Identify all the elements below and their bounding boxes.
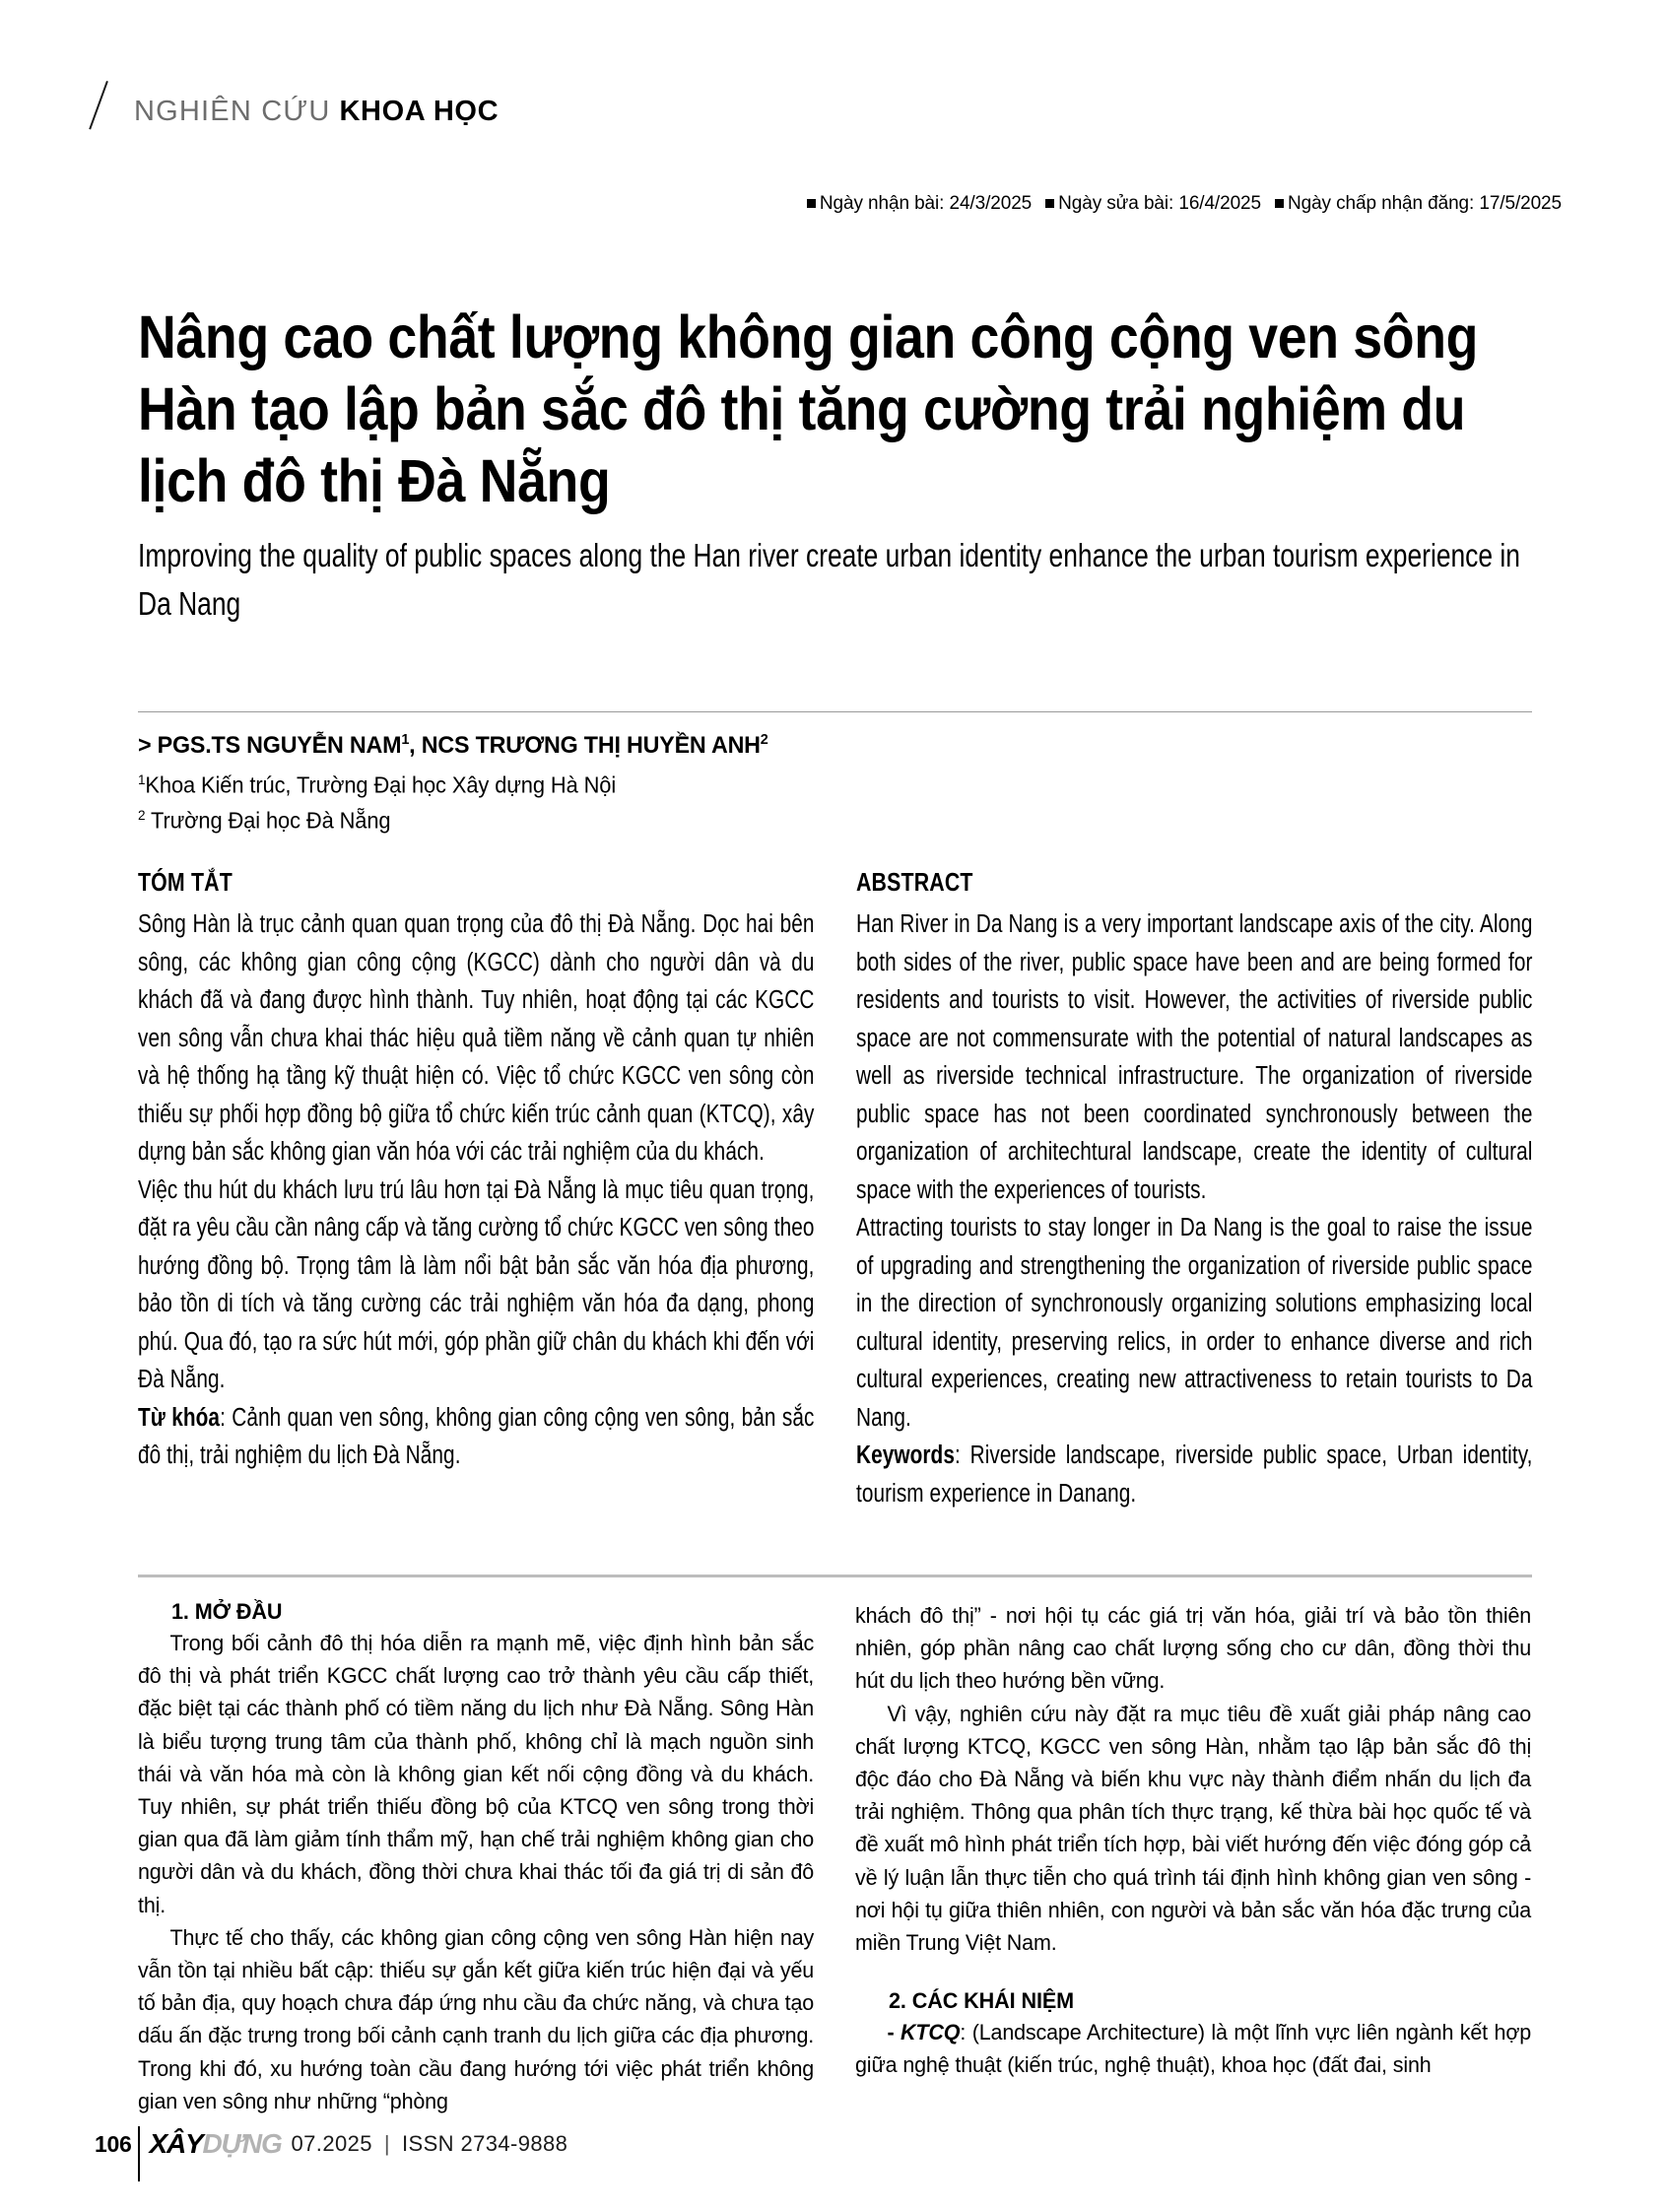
journal-brand-part2: DỰNG (202, 2128, 282, 2159)
body-column-right (855, 1599, 1533, 2117)
authors-block (138, 731, 1532, 836)
title-divider (138, 711, 1532, 712)
date-revised: Ngày sửa bài: 16/4/2025 (1058, 193, 1261, 214)
body-right-p1: khách đô thị” - nơi hội tụ các giá trị văn hóa, giải trí và bảo tồn thiên nhiên, góp phần nâng cao chất lượng sống cho cư dân, đồng thời thu hút du lịch theo hướng bền vững. (854, 1603, 1531, 1694)
abstract-vi-keywords-text: : Cảnh quan ven sông, không gian công cộng ven sông, bản sắc đô thị, trải nghiệm du lịch Đà Nẵng. (138, 1403, 815, 1469)
affiliation-2 (138, 801, 1462, 837)
abstract-vietnamese (138, 867, 815, 1512)
body-right-p3-term: KTCQ (900, 2020, 960, 2045)
abstract-divider (138, 1575, 1532, 1577)
masthead-bold-text: KHOA HỌC (339, 96, 500, 127)
publication-dates (807, 193, 1562, 215)
issue-date: 07.2025 (291, 2131, 372, 2156)
date-accepted: Ngày chấp nhận đăng: 17/5/2025 (1287, 193, 1562, 214)
footer-separator: | (383, 2131, 390, 2156)
issn-number: ISSN 2734-9888 (401, 2131, 568, 2156)
body-right-p3-dash: - (886, 2020, 901, 2045)
abstract-vi-heading: TÓM TẮT (138, 867, 233, 897)
square-bullet-icon (1045, 199, 1054, 208)
journal-brand-part1: XÂY (149, 2128, 203, 2159)
author-1-sup: 1 (401, 731, 410, 748)
body-right-p3-rest: : (Landscape Architecture) là một lĩnh vực liên ngành kết hợp giữa nghệ thuật (kiến trúc, nghệ thuật), khoa học (đất đai, sinh (854, 2020, 1531, 2078)
abstract-en-p1: Han River in Da Nang is a very important landscape axis of the city. Along both sides of the river, public space have been and are being formed for residents and tourists to visit. However, the activities of riverside public space are not commensurate with the potential of natural landscapes as well as riverside technical infrastructure. The organization of riverside public space has not been coordinated synchronously between the organization of architechtural landscape, create the identity of cultural space with the experiences of tourists. (855, 910, 1532, 1204)
abstract-vi-p1: Sông Hàn là trục cảnh quan quan trọng của đô thị Đà Nẵng. Dọc hai bên sông, các không gian công cộng (KGCC) dành cho người dân và du khách đã và đang được hình thành. Tuy nhiên, hoạt động tại các KGCC ven sông vẫn chưa khai thác hiệu quả tiềm năng về cảnh quan tự nhiên và hệ thống hạ tầng kỹ thuật hiện có. Việc tổ chức KGCC ven sông còn thiếu sự phối hợp đồng bộ giữa tổ chức kiến trúc cảnh quan (KTCQ), xây dựng bản sắc không gian văn hóa với các trải nghiệm của du khách. (138, 910, 815, 1166)
masthead (106, 81, 499, 126)
page-footer (95, 2126, 567, 2162)
section-heading-1: 1. MỞ ĐẦU (171, 1599, 283, 1624)
body-left-p2: Thực tế cho thấy, các không gian công cộng ven sông Hàn hiện nay vẫn tồn tại nhiều bất cập: thiếu sự gắn kết giữa kiến trúc hiện đại và yếu tố bản địa, quy hoạch chưa đáp ứng nhu cầu đa chức năng, và chưa tạo dấu ấn đặc trưng trong bối cảnh cạnh tranh du lịch giữa các địa phương. Trong khi đó, xu hướng toàn cầu đang hướng tới việc phát triển không gian ven sông như những “phòng (138, 1924, 815, 2113)
abstract-en-heading: ABSTRACT (855, 867, 973, 897)
affiliation-2-sup: 2 (138, 807, 146, 824)
author-2-sup: 2 (760, 731, 768, 748)
abstract-vi-body (138, 905, 814, 1475)
section-heading-2: 2. CÁC KHÁI NIỆM (888, 1988, 1074, 2014)
abstract-english (856, 867, 1533, 1512)
abstract-section (138, 867, 1532, 1512)
footer-divider (138, 2126, 140, 2181)
square-bullet-icon (807, 199, 816, 208)
date-received: Ngày nhận bài: 24/3/2025 (819, 193, 1033, 214)
abstract-en-keywords-label: Keywords (855, 1441, 955, 1469)
abstract-vi-keywords (138, 1399, 814, 1475)
body-left-p1: Trong bối cảnh đô thị hóa diễn ra mạnh mẽ, việc định hình bản sắc đô thị và phát triển KGCC chất lượng cao trở thành yêu cầu cấp thiết, đặc biệt tại các thành phố có tiềm năng du lịch như Đà Nẵng. Sông Hàn là biểu tượng trung tâm của thành phố, không chỉ là mạch nguồn sinh thái và văn hóa mà còn là không gian kết nối cộng đồng và du khách. Tuy nhiên, sự phát triển thiếu đồng bộ của KTCQ ven sông trong thời gian qua đã làm giảm tính thẩm mỹ, hạn chế trải nghiệm không gian cho người dân và du khách, đồng thời chưa khai thác tối đa giá trị di sản đô thị. (138, 1631, 815, 1917)
author-2: , NCS TRƯƠNG THỊ HUYỀN ANH (409, 732, 761, 760)
masthead-light-text: NGHIÊN CỨU (134, 96, 331, 127)
title-block (138, 302, 1532, 628)
body-column-left (138, 1599, 816, 2117)
affiliation-1-text: Khoa Kiến trúc, Trường Đại học Xây dựng Hà Nội (145, 771, 617, 798)
journal-brand (149, 2128, 281, 2160)
abstract-en-keywords (856, 1437, 1532, 1512)
body-section (138, 1599, 1532, 2117)
abstract-vi-p2: Việc thu hút du khách lưu trú lâu hơn tại Đà Nẵng là mục tiêu quan trọng, đặt ra yêu cầu cần nâng cấp và tăng cường tổ chức KGCC ven sông theo hướng đồng bộ. Trọng tâm là làm nổi bật bản sắc văn hóa địa phương, bảo tồn di tích và tăng cường các trải nghiệm văn hóa đa dạng, phong phú. Qua đó, tạo ra sức hút mới, góp phần giữ chân du khách khi đến với Đà Nẵng. (138, 1175, 815, 1393)
abstract-en-keywords-text: : Riverside landscape, riverside public space, Urban identity, tourism experience in Danang. (855, 1441, 1532, 1508)
affiliation-2-text: Trường Đại học Đà Nẵng (145, 807, 391, 834)
affiliation-1 (138, 766, 1462, 801)
affiliation-1-sup: 1 (138, 772, 146, 789)
author-1: > PGS.TS NGUYỄN NAM (138, 732, 402, 760)
masthead-slash-icon (106, 81, 130, 126)
page-number: 106 (95, 2130, 132, 2157)
abstract-en-body (856, 905, 1532, 1512)
body-right-p2: Vì vậy, nghiên cứu này đặt ra mục tiêu đề xuất giải pháp nâng cao chất lượng KTCQ, KGCC ven sông Hàn, nhằm tạo lập bản sắc đô thị độc đáo cho Đà Nẵng và biến khu vực này thành điểm nhấn du lịch đa trải nghiệm. Thông qua phân tích thực trạng, kế thừa bài học quốc tế và đề xuất mô hình phát triển tích hợp, bài viết hướng đến việc đóng góp cả về lý luận lẫn thực tiễn cho quá trình tái định hình không gian ven sông - nơi hội tụ giữa thiên nhiên, con người và bản sắc văn hóa đặc trưng của miền Trung Việt Nam. (854, 1701, 1531, 1956)
abstract-vi-keywords-label: Từ khóa (138, 1403, 221, 1432)
body-right-p3 (855, 2016, 1531, 2081)
page-title-vietnamese: Nâng cao chất lượng không gian công cộng ven sông Hàn tạo lập bản sắc đô thị tăng cường trải nghiệm du lịch đô thị Đà Nẵng (138, 303, 1479, 514)
square-bullet-icon (1275, 199, 1284, 208)
footer-meta (292, 2131, 568, 2157)
author-names (138, 731, 1462, 760)
abstract-en-p2: Attracting tourists to stay longer in Da Nang is the goal to raise the issue of upgrading and strengthening the organization of riverside public space in the direction of synchronously organizing solutions emphasizing local cultural identity, preserving relics, in order to enhance diverse and rich cultural experiences, creating new attractiveness to retain tourists to Da Nang. (855, 1214, 1532, 1432)
page-title-english: Improving the quality of public spaces along the Han river create urban identity enhance the urban tourism experience in Da Nang (138, 537, 1520, 622)
